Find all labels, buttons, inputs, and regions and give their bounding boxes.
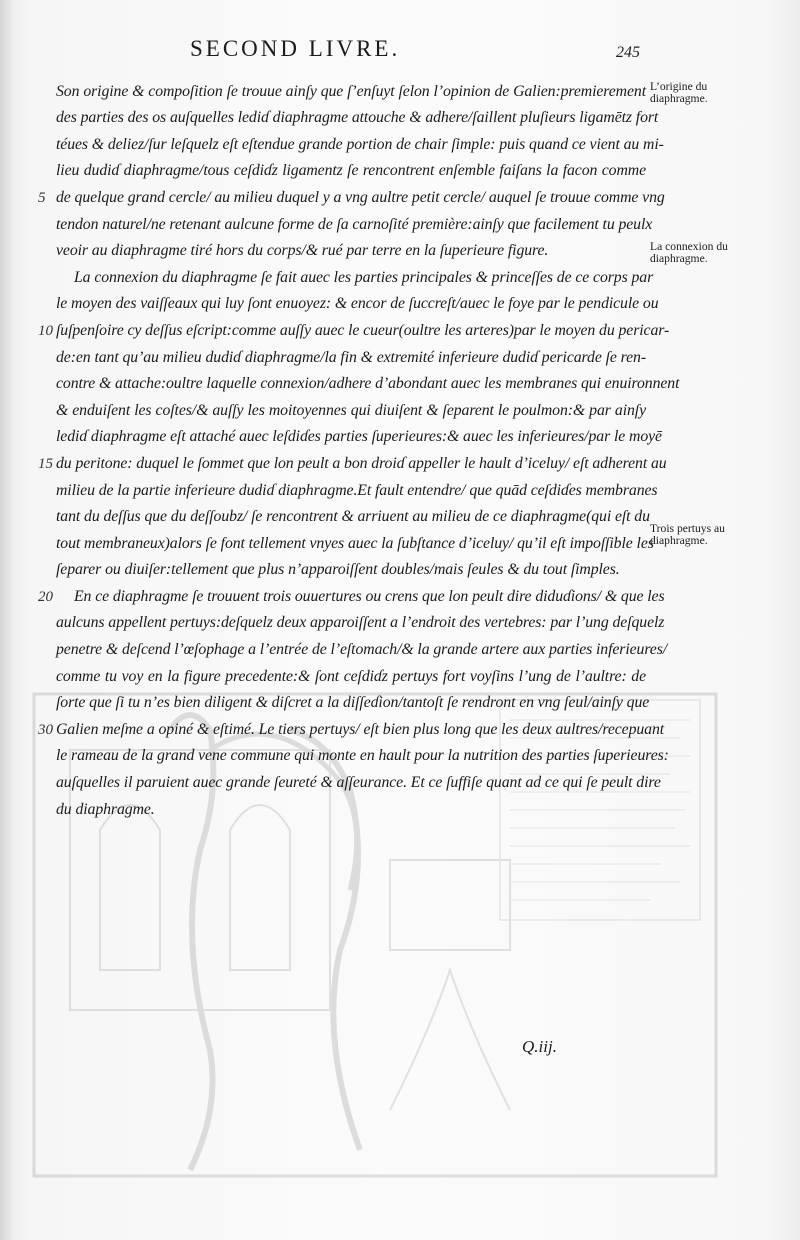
line-text: auſquelles il paruient auec grande ſeureté & aſſeurance. Et ce ſuffiſe quant ad ce qui ſe peult dire	[56, 774, 661, 792]
text-line	[38, 659, 646, 686]
line-text: tant du deſſus que du deſſoubz/ ſe rencontrent & arriuent au milieu de ce diaphragme(qui eſt du	[56, 508, 650, 526]
text-line	[38, 526, 654, 553]
margin-note-origine: L’origine du diaphragme.	[650, 80, 708, 105]
page-number: 245	[616, 44, 640, 61]
text-line	[38, 500, 650, 527]
line-text: aulcuns appellent pertuys:deſquelz deux apparoiſſent a l’endroit des vertebres: par l’ung deſquelz	[56, 614, 665, 632]
text-line	[38, 74, 646, 101]
text-line	[38, 207, 653, 234]
margin-note-connexion: La connexion du diaphragme.	[650, 240, 728, 265]
text-line	[38, 765, 661, 792]
text-line	[38, 473, 658, 500]
line-text: du peritone: duquel le ſommet que lon peult a bon droiɗ appeller le hault d’iceluy/ eſt adherent au	[56, 454, 667, 472]
line-text: tendon naturel/ne retenant aulcune forme de ſa carnoſité première:ainſy que facilement tu peulx	[56, 215, 653, 233]
line-number: 20	[38, 588, 53, 605]
line-number: 15	[38, 455, 53, 472]
text-line	[38, 180, 665, 207]
text-line	[38, 260, 654, 287]
text-line	[38, 446, 667, 473]
text-line	[38, 792, 646, 819]
line-number: 5	[38, 189, 46, 206]
text-line	[38, 313, 670, 340]
signature-mark: Q.iij.	[522, 1037, 557, 1056]
text-line	[38, 606, 665, 633]
text-line	[38, 393, 646, 420]
line-text: veoir au diaphragme tiré hors du corps/& rué par terre en la ſuperieure figure.	[56, 242, 549, 260]
text-line	[38, 739, 669, 766]
line-number: 10	[38, 322, 53, 339]
line-text: de quelque grand cercle/ au milieu duquel y a vng aultre petit cercle/ auquel ſe trouue comme vng	[56, 188, 665, 206]
line-text: lediɗ diaphragme eſt attaché auec leſdiɗes parties ſuperieures:& auec les inferieures/par le moyē	[56, 428, 662, 446]
line-text: comme tu voy en la figure precedente:& ſont ceſdiɗz pertuys fort voyſins l’ung de l’aultre: de	[56, 667, 646, 685]
line-text: penetre & deſcend l’œſophage a l’entrée de l’eſtomach/& la grande artere aux parties inferieures/	[56, 641, 668, 659]
line-text: le rameau de la grand vene commune qui monte en hault pour la nutrition des parties ſuperieures:	[56, 747, 669, 765]
line-text: Galien meſme a opiné & eſtimé. Le tiers pertuys/ eſt bien plus long que les deux aultres/recepuant	[56, 720, 665, 738]
text-line	[38, 579, 665, 606]
line-text: téues & deliez/ſur leſquelz eſt eſtendue grande portion de chair ſimple: puis quand ce vient au mi-	[56, 135, 664, 153]
text-line	[38, 553, 646, 580]
text-line	[38, 420, 662, 447]
line-text: tout membraneux)alors ſe font tellement vnyes auec la ſubſtance d’iceluy/ qu’il eſt impoſſible les	[56, 534, 654, 552]
text-line	[38, 632, 668, 659]
text-line	[38, 234, 646, 261]
text-line	[38, 287, 659, 314]
line-text: lieu dudiɗ diaphragme/tous ceſdiɗz ligamentz ſe rencontrent enſemble faiſans la facon comme	[56, 162, 646, 180]
line-text: milieu de la partie inferieure dudiɗ diaphragme.Et fault entendre/ que quād ceſdiɗes membranes	[56, 481, 658, 499]
line-number: 30	[38, 721, 53, 738]
line-text: La connexion du diaphragme ſe fait auec les parties principales & princeſſes de ce corps par	[74, 268, 654, 286]
text-line	[38, 127, 664, 154]
line-text: contre & attache:oultre laquelle connexion/adhere d’abondant auec les membranes qui enuironnent	[56, 375, 680, 393]
line-text: le moyen des vaiſſeaux qui luy ſont enuoyez: & encor de ſuccreſt/auec le foye par le pendicule ou	[56, 295, 659, 313]
line-text: & enduiſent les coſtes/& auſſy les moitoyennes qui diuiſent & ſeparent le poulmon:& par ainſy	[56, 401, 646, 419]
text-line	[38, 101, 659, 128]
text-line	[38, 154, 646, 181]
running-title: SECOND LIVRE.	[190, 36, 401, 61]
line-text: du diaphragme.	[56, 800, 155, 818]
text-line	[38, 712, 665, 739]
line-text: de:en tant qu’au milieu dudiɗ diaphragme/la fin & extremité inferieure dudiɗ pericarde ſe ren-	[56, 348, 646, 366]
line-text: En ce diaphragme ſe trouuent trois ouuertures ou crens que lon peult dire diduɗions/ & que les	[74, 587, 665, 605]
text-line	[38, 367, 680, 394]
line-text: ſeparer ou diuiſer:tellement que plus n’apparoiſſent doubles/mais ſeules & du tout ſimples.	[56, 561, 620, 579]
line-text: ſorte que ſi tu n’es bien diligent & diſcret a la diſſeɗion/tantoſt ſe rendront en vng ſeul/ainſy que	[56, 694, 650, 712]
text-line	[38, 686, 650, 713]
text-line	[38, 340, 646, 367]
line-text: Son origine & compoſition ſe trouue ainſy que ſ’enſuyt ſelon l’opinion de Galien:premierement	[56, 82, 646, 100]
line-text: des parties des os auſquelles lediɗ diaphragme attouche & adhere/ſaillent pluſieurs ligamētz fort	[56, 109, 659, 127]
margin-note-pertuys: Trois pertuys au diaphragme.	[650, 522, 725, 547]
line-text: ſuſpenſoire cy deſſus eſcript:comme auſſy auec le cueur(oultre les arteres)par le moyen du pericar-	[56, 321, 670, 339]
gutter-shadow	[0, 0, 14, 1240]
